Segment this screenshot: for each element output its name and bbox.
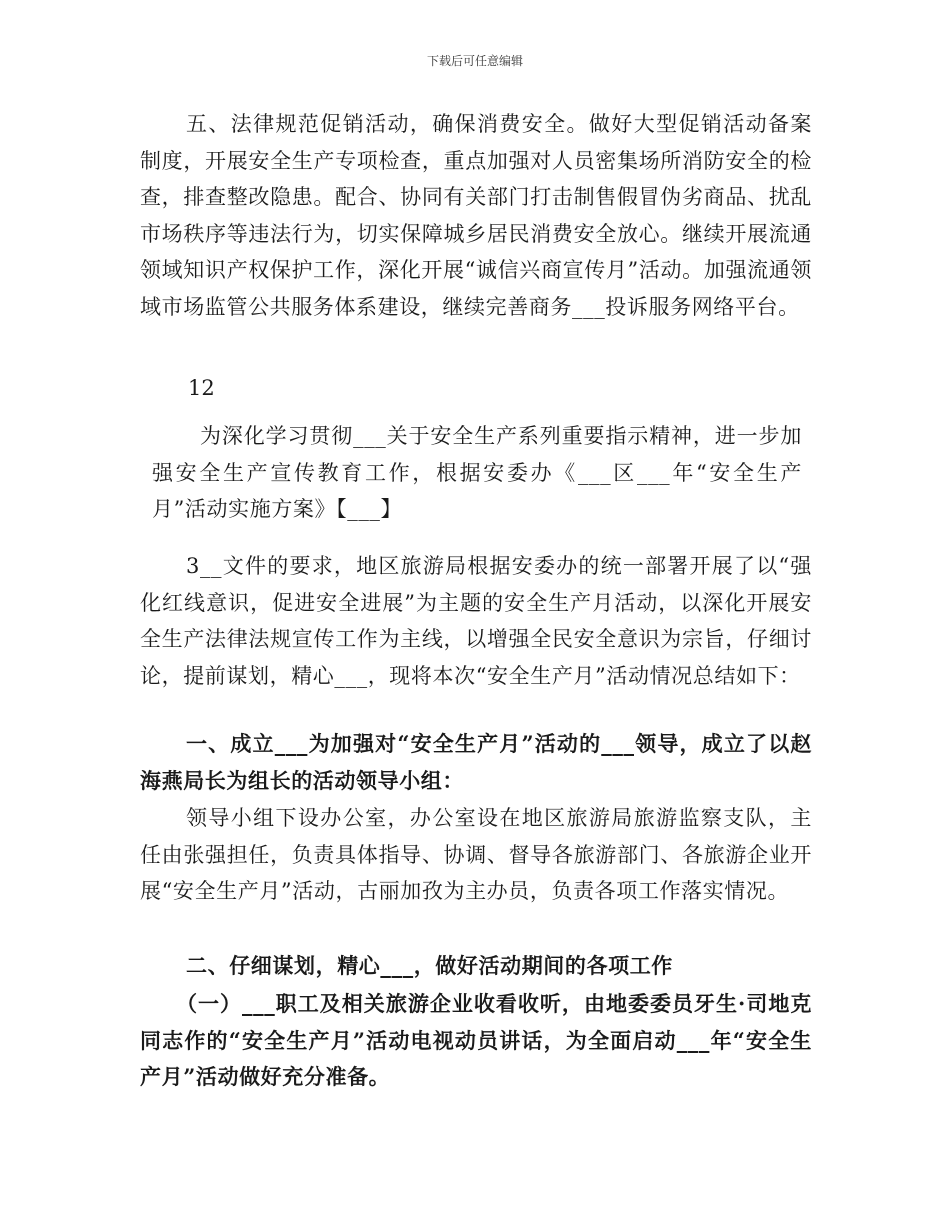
- paragraph-requirements: 3__文件的要求，地区旅游局根据安委办的统一部署开展了以“强化红线意识，促进安全进展”为主题的安全生产月活动，以深化开展安全生产法律法规宣传工作为主线，以增强全民安全意识为宗旨，仔细讨论，提前谋划，精心___，现将本次“安全生产月”活动情况总结如下：: [140, 554, 812, 688]
- paragraph-promotion-safety: 五、法律规范促销活动，确保消费安全。做好大型促销活动备案制度，开展安全生产专项检查，重点加强对人员密集场所消防安全的检查，排查整改隐患。配合、协同有关部门打击制售假冒伪劣商品、扰乱市场秩序等违法行为，切实保障城乡居民消费安全放心。继续开展流通领域知识产权保护工作，深化开展“诚信兴商宣传月”活动。加强流通领域市场监管公共服务体系建设，继续完善商务___投诉服务网络平台。: [140, 112, 812, 319]
- paragraph-office: 领导小组下设办公室，办公室设在地区旅游局旅游监察支队，主任由张强担任，负责具体指导、协调、督导各旅游部门、各旅游企业开展“安全生产月”活动，古丽加孜为主办员，负责各项工作落实情况。: [140, 806, 812, 903]
- paragraph-intro: 为深化学习贯彻___关于安全生产系列重要指示精神，进一步加强安全生产宣传教育工作，根据安委办《___区___年“安全生产月”活动实施方案》【___】: [152, 424, 802, 521]
- page-header-note: 下载后可任意编辑: [426, 54, 523, 68]
- section-number: 12: [188, 376, 215, 400]
- subheading-viewing-speech: （一）___职工及相关旅游企业收看收听，由地委委员牙生·司地克同志作的“安全生产月”活动电视动员讲话，为全面启动___年“安全生产月”活动做好充分准备。: [140, 991, 812, 1089]
- heading-leadership-group: 一、成立___为加强对“安全生产月”活动的___领导，成立了以赵海燕局长为组长的活动领导小组：: [140, 731, 812, 793]
- heading-planning: 二、仔细谋划，精心___，做好活动期间的各项工作: [186, 953, 673, 978]
